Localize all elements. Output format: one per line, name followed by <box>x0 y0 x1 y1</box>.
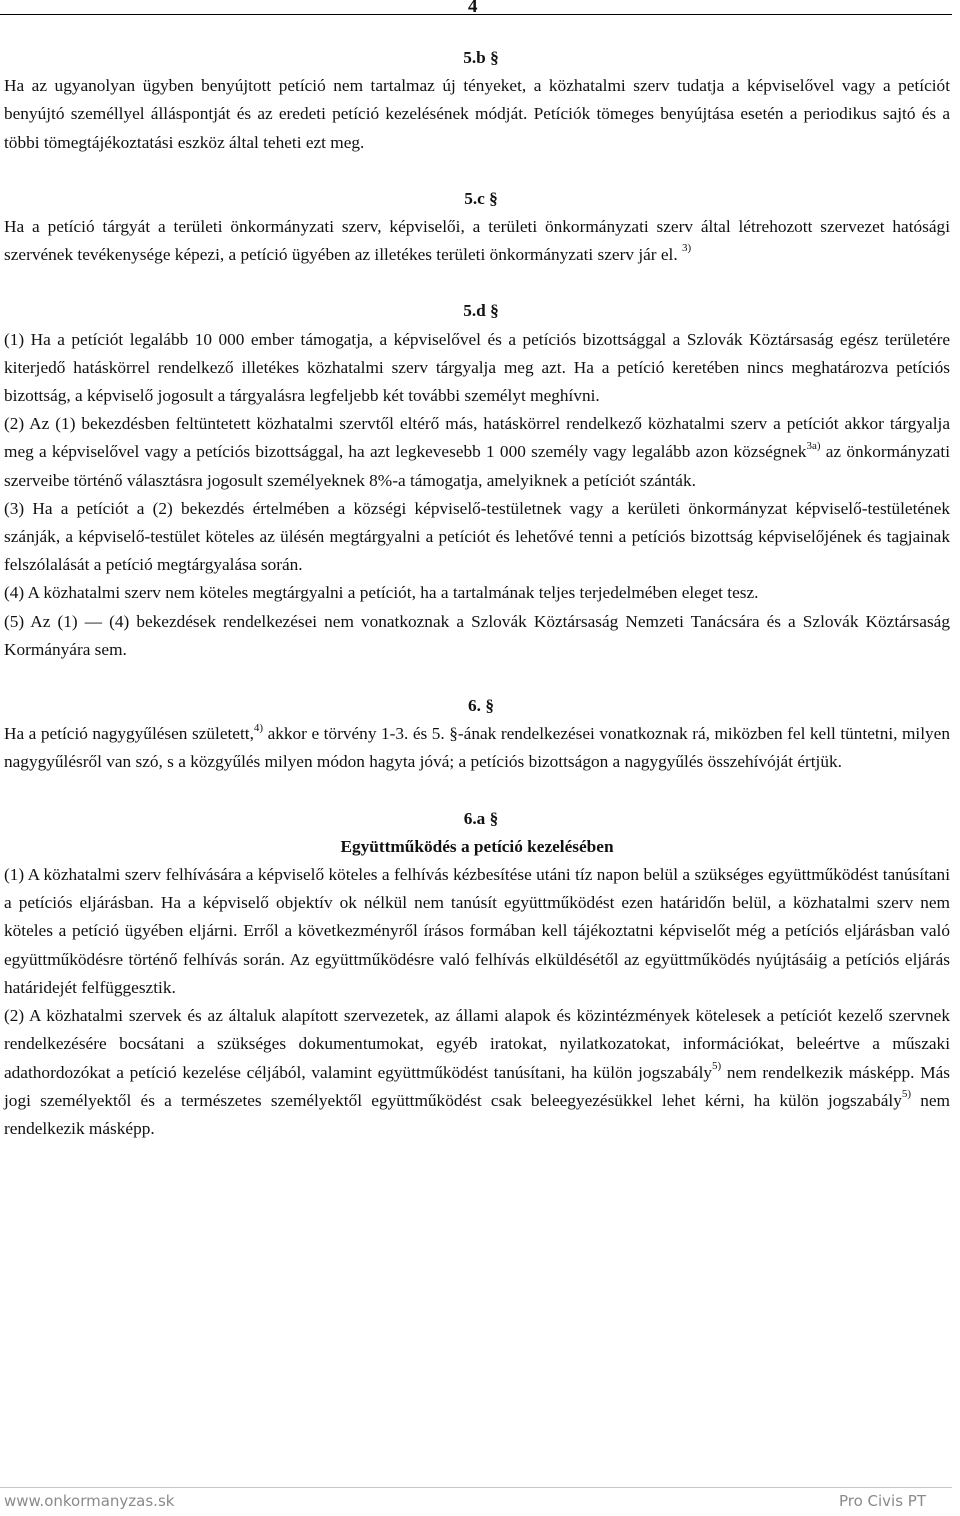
section-5d-paragraph-3: (3) Ha a petíciót a (2) bekezdés értelmében a községi képviselő-testületnek vagy a kerületi önkormányzat képviselő-testületének szánják, a képviselő-testület köteles az ülésén megtárgyalni a petíciót és lehetővé tenni a petíciós bizottság képviselőjének és tagjainak felszólalását a petíció megtárgyalása során. <box>4 498 950 575</box>
section-6-text-b: akkor e törvény 1-3. és 5. §-ának rendelkezései vonatkoznak rá, miközben fel kell tüntetni, milyen nagygyűlésről van szó, s a közgyűlés milyen módon hagyta jóvá; a petíciós bizottságon a nagygyűlés összehívóját értjük. <box>4 724 950 772</box>
section-5c-title: 5.c § <box>464 188 498 208</box>
section-6a-paragraph-2 <box>4 1002 950 1143</box>
section-5d-paragraph-2 <box>4 410 950 495</box>
document-body <box>4 36 950 1143</box>
footnote-ref-5-second: 5) <box>901 1087 912 1100</box>
section-5b-title: 5.b § <box>463 48 499 67</box>
footnote-ref-3: 3) <box>682 242 692 255</box>
section-5d-p2-text-b: az önkormányzati szerveibe történő választásra jogosult személyeknek 8%-a támogatja, amelyiknek a petíciót szánták. <box>4 442 950 490</box>
section-6a-subtitle: Együttműködés a petíció kezelésében <box>340 836 614 856</box>
section-5c-paragraph <box>4 213 950 269</box>
header-rule <box>0 14 952 15</box>
section-6-paragraph <box>4 720 950 776</box>
section-6-title: 6. § <box>468 696 494 716</box>
section-6a-p2-text-a: (2) A közhatalmi szervek és az általuk alapított szervezetek, az állami alapok és közintézmények kötelesek a petíciót kezelő szervnek rendelkezésére bocsátani a szükséges dokumentumokat, egyéb iratokat, nyilatkozatokat, információkat, beleértve a műszaki adathordozókat a petíció kezelése céljából, valamint együttműködést tanúsítani, ha külön jogszabály <box>4 1006 950 1082</box>
section-5d-paragraph-4: (4) A közhatalmi szerv nem köteles megtárgyalni a petíciót, ha a tartalmának teljes terjedelmében eleget tesz. <box>4 583 759 603</box>
section-5c-text: Ha a petíció tárgyát a területi önkormányzati szerv, képviselői, a területi önkormányzati szerv által létrehozott szervezet hatósági szervének tevékenysége képezi, a petíció ügyében az illetékes területi önkormányzati szerv jár el. <box>4 217 950 265</box>
section-5d-paragraph-1: (1) Ha a petíciót legalább 10 000 ember támogatja, a képviselővel és a petíciós bizottsággal a Szlovák Köztársaság egész területére kiterjedő hatáskörrel rendelkező illetékes közhatalmi szerv tárgyalja meg azt. Ha a petíció keretében nincs meghatározva petíciós bizottság, a képviselő jogosult a tárgyalásra legfeljebb két további személyt meghívni. <box>4 329 950 406</box>
section-6a-paragraph-1: (1) A közhatalmi szerv felhívására a képviselő köteles a felhívás kézbesítése utáni tíz napon belül a szükséges együttműködést tanúsítani a petíciós eljárásban. Ha a képviselő objektív ok nélkül nem tanúsít együttműködést ezen határidőn belül, a közhatalmi szerv nem köteles a petíció ügyében eljárni. Erről a következményről írásos formában kell tájékoztatni képviselőt még a petíciós eljárásban való együttműködésre történő felhívás során. Az együttműködésre való felhívás elküldésétől az együttműködés nyújtásáig a petíciós eljárás határidejét felfüggesztik. <box>4 865 950 997</box>
footnote-ref-3a: 3a) <box>806 439 821 452</box>
section-5d-p2-text-a: (2) Az (1) bekezdésben feltüntetett közhatalmi szervtől eltérő más, hatáskörrel rendelkező közhatalmi szerv a petíciót akkor tárgyalja meg a képviselővel vagy a petíciós bizottsággal, ha azt legkevesebb 1 000 személy vagy legalább azon községnek <box>4 414 950 462</box>
footnote-ref-4: 4) <box>253 721 264 734</box>
section-5d-paragraph-5: (5) Az (1) — (4) bekezdések rendelkezései nem vonatkoznak a Szlovák Köztársaság Nemzeti Tanácsára és a Szlovák Köztársaság Kormányára sem. <box>4 611 950 659</box>
section-6a-p2-text-b: nem rendelkezik másképp. Más jogi személyektől és a természetes személyektől együttműködést csak beleegyezésükkel lehet kérni, ha külön jogszabály <box>4 1062 950 1110</box>
section-6-text-a: Ha a petíció nagygyűlésen született, <box>4 724 254 744</box>
section-5b-paragraph: Ha az ugyanolyan ügyben benyújtott petíció nem tartalmaz új tényeket, a közhatalmi szerv tudatja a képviselővel vagy a petíciót benyújtó személlyel álláspontját és az eredeti petíció kezelésének módját. Petíciók tömeges benyújtása esetén a periodikus sajtó és a többi tömegtájékoztatási eszköz által teheti ezt meg. <box>4 76 950 152</box>
section-5d-title: 5.d § <box>463 301 499 321</box>
footer-publisher: Pro Civis PT <box>838 1492 926 1510</box>
footnote-ref-5-first: 5) <box>712 1059 722 1072</box>
section-6a-title: 6.a § <box>463 808 499 828</box>
footer-website: www.onkormanyzas.sk <box>4 1492 175 1510</box>
section-6a-p2-text-c: nem rendelkezik másképp. <box>4 1090 950 1138</box>
page-number: 4 <box>468 0 478 17</box>
footer-rule <box>0 1487 952 1488</box>
